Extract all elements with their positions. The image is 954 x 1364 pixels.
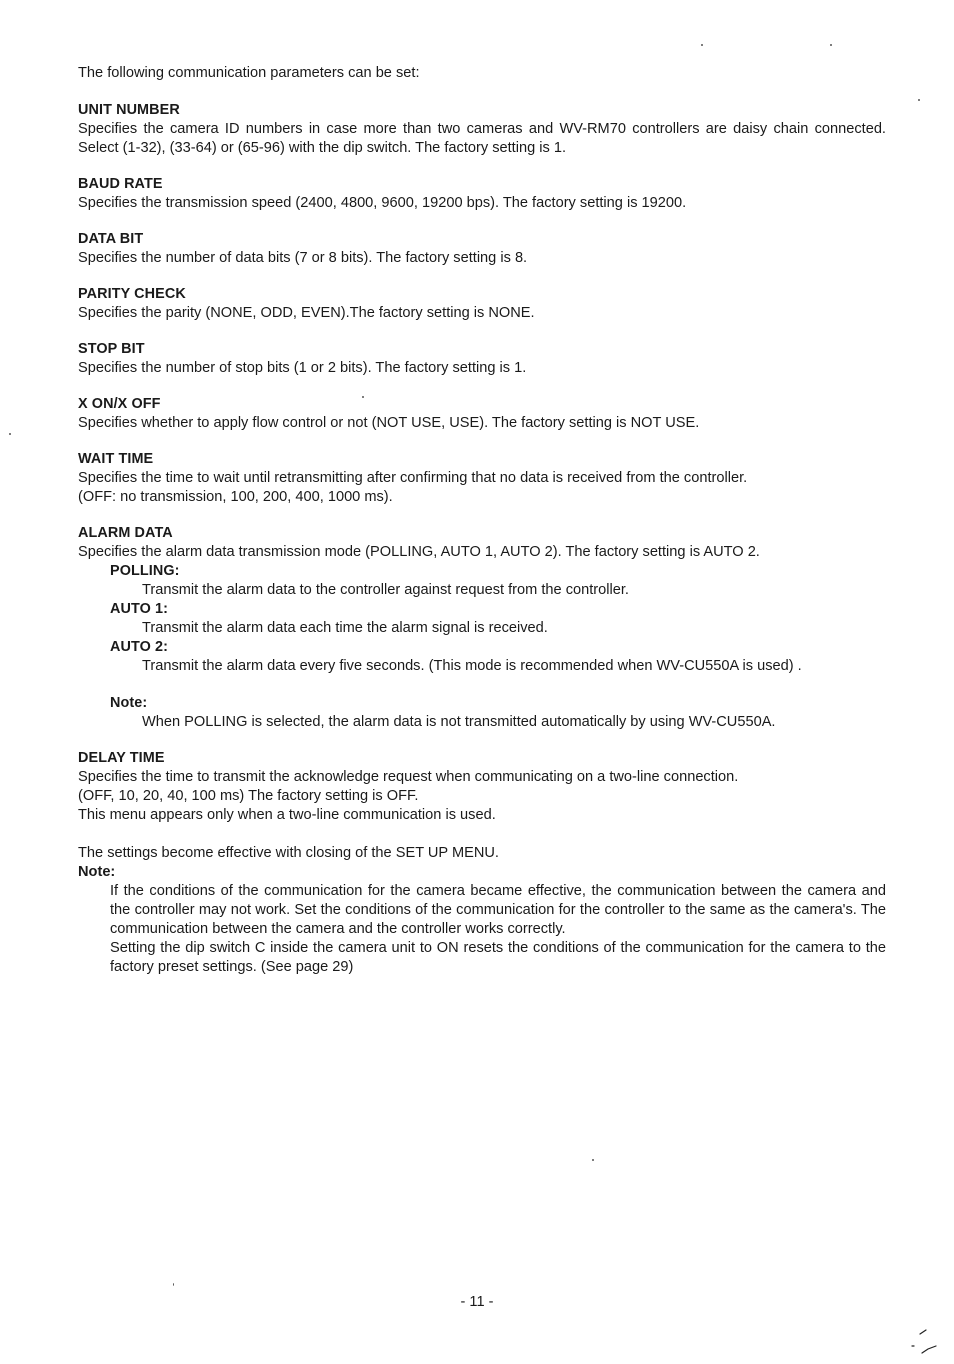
alarm-mode-text: Transmit the alarm data each time the alarm signal is received.: [142, 620, 548, 636]
note-paragraph: If the conditions of the communication for the camera became effective, the communication between the camera and the controller may not work. Set the conditions of the communication for the controller to the same as the camera's. The communication between the camera and the controller works correctly.: [110, 883, 886, 937]
section-description-values: (OFF: no transmission, 100, 200, 400, 1000 ms).: [78, 489, 393, 505]
alarm-note: [110, 694, 886, 732]
section-baud-rate: [78, 175, 886, 213]
section-description: Specifies the number of data bits (7 or 8 bits). The factory setting is 8.: [78, 250, 528, 266]
document-body: [78, 64, 886, 977]
section-heading: X ON/X OFF: [78, 396, 161, 412]
scan-speck: [9, 433, 11, 435]
alarm-mode-polling: [110, 562, 886, 600]
section-delay-time: [78, 749, 886, 825]
section-alarm-data: [78, 524, 886, 732]
section-heading: WAIT TIME: [78, 451, 154, 467]
note-text: When POLLING is selected, the alarm data is not transmitted automatically by using WV-CU550A.: [142, 714, 776, 730]
note-label: Note:: [110, 695, 148, 711]
alarm-mode-label: AUTO 1:: [110, 601, 169, 617]
section-description: Specifies whether to apply flow control or not (NOT USE, USE). The factory setting is NOT USE.: [78, 415, 700, 431]
closing-text: The settings become effective with closing of the SET UP MENU.: [78, 845, 499, 861]
scan-speck: [830, 44, 832, 46]
pen-mark-icon: [906, 1328, 940, 1358]
section-unit-number: [78, 101, 886, 158]
alarm-mode-text: Transmit the alarm data every five seconds. (This mode is recommended when WV-CU550A is used) .: [142, 658, 802, 674]
section-heading: DATA BIT: [78, 231, 144, 247]
section-heading: UNIT NUMBER: [78, 102, 180, 118]
section-xon-xoff: [78, 395, 886, 433]
section-description: Specifies the time to wait until retransmitting after confirming that no data is received from the controller.: [78, 470, 748, 486]
scan-speck: [173, 1283, 174, 1286]
alarm-mode-auto-2: [110, 638, 886, 676]
note-paragraph: Setting the dip switch C inside the camera unit to ON resets the conditions of the communication for the camera to the factory preset settings. (See page 29): [110, 940, 886, 975]
scan-speck: [592, 1159, 594, 1161]
section-description: Specifies the number of stop bits (1 or 2 bits). The factory setting is 1.: [78, 360, 527, 376]
alarm-mode-label: POLLING:: [110, 563, 180, 579]
section-heading: STOP BIT: [78, 341, 145, 357]
section-heading: ALARM DATA: [78, 525, 173, 541]
alarm-mode-text: Transmit the alarm data to the controller against request from the controller.: [142, 582, 629, 598]
scan-speck: [362, 396, 364, 398]
section-description: Specifies the time to transmit the acknowledge request when communicating on a two-line connection.: [78, 769, 739, 785]
section-description-values: (OFF, 10, 20, 40, 100 ms) The factory setting is OFF.: [78, 788, 419, 804]
section-description: Specifies the camera ID numbers in case more than two cameras and WV-RM70 controllers are daisy chain connected. Select (1-32), (33-64) or (65-96) with the dip switch. The factory setting is 1.: [78, 121, 886, 156]
alarm-mode-label: AUTO 2:: [110, 639, 169, 655]
section-heading: PARITY CHECK: [78, 286, 186, 302]
section-description-condition: This menu appears only when a two-line communication is used.: [78, 807, 496, 823]
scan-speck: [701, 44, 703, 46]
section-description: Specifies the transmission speed (2400, 4800, 9600, 19200 bps). The factory setting is 19200.: [78, 195, 687, 211]
section-wait-time: [78, 450, 886, 507]
section-heading: BAUD RATE: [78, 176, 163, 192]
alarm-mode-auto-1: [110, 600, 886, 638]
section-description: Specifies the alarm data transmission mode (POLLING, AUTO 1, AUTO 2). The factory setting is AUTO 2.: [78, 544, 760, 560]
section-heading: DELAY TIME: [78, 750, 165, 766]
page-number: - 11 -: [460, 1294, 494, 1310]
scan-speck: [918, 99, 920, 101]
intro-text: The following communication parameters can be set:: [78, 65, 420, 81]
section-stop-bit: [78, 340, 886, 378]
section-parity-check: [78, 285, 886, 323]
note-label: Note:: [78, 864, 116, 880]
section-description: Specifies the parity (NONE, ODD, EVEN).The factory setting is NONE.: [78, 305, 535, 321]
section-data-bit: [78, 230, 886, 268]
